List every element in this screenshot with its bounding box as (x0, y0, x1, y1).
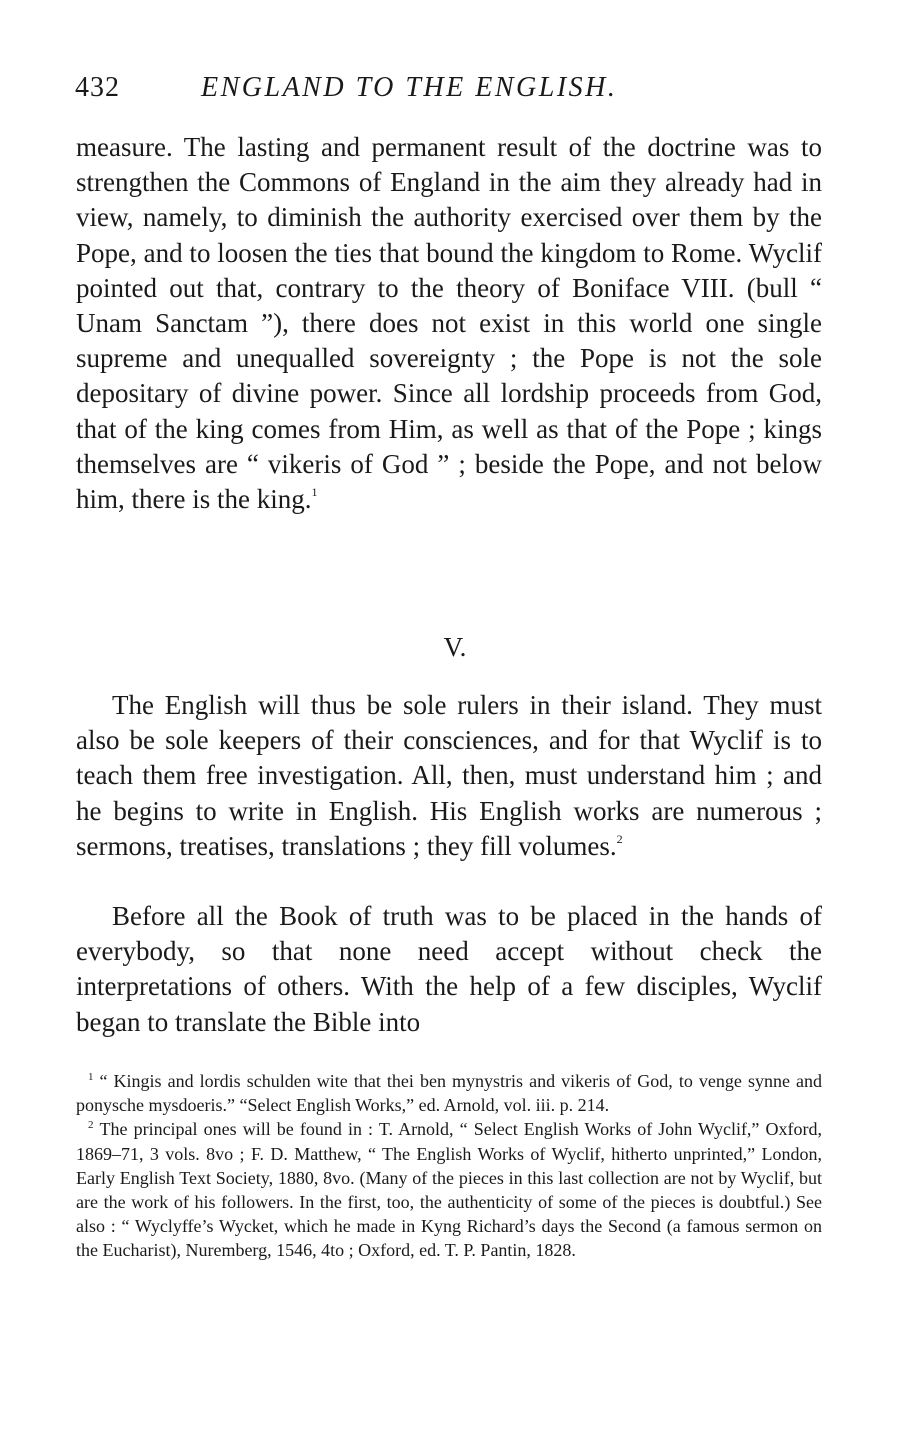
body-paragraph (76, 130, 822, 517)
footnotes (76, 1069, 822, 1263)
footnote (76, 1117, 822, 1262)
page-number: 432 (75, 72, 120, 103)
footnote (76, 1069, 822, 1117)
running-head (75, 68, 835, 108)
book-title: ENGLAND TO THE ENGLISH. (201, 72, 618, 103)
paragraph-text: measure. The lasting and permanent result of the doctrine was to strengthen the Commons of England in the aim they already had in view, namely, to diminish the authority exercised over them by the Pope, and to loosen the ties that bound the kingdom to Rome. Wyclif pointed out that, contrary to the theory of Boniface VIII. (bull “ Unam Sanctam ”), there does not exist in this world one single supreme and unequalled sovereignty ; the Pope is not the sole depositary of divine power. Since all lordship proceeds from God, that of the king comes from Him, as well as that of the Pope ; kings themselves are “ vikeris of God ” ; beside the Pope, and not below him, there is the king. (76, 132, 822, 515)
footnote-text: The principal ones will be found in : T. Arnold, “ Select English Works of John Wyclif,” Oxford, 1869–71, 3 vols. 8vo ; F. D. Matthew, “ The English Works of Wyclif, hitherto unprinted,” London, Early English Text Society, 1880, 8vo. (Many of the pieces in this last collection are not by Wyclif, but are the work of his followers. In the first, too, the authenticity of some of the pieces is doubtful.) See also : “ Wyclyffe’s Wycket, which he made in Kyng Richard’s days the Second (a famous sermon on the Eucharist), Nuremberg, 1546, 4to ; Oxford, ed. T. P. Pantin, 1828. (76, 1119, 822, 1261)
section-heading: V. (443, 632, 467, 662)
footnote-reference[interactable]: 1 (311, 485, 318, 500)
footnote-reference[interactable]: 2 (616, 831, 623, 846)
footnote-text: “ Kingis and lordis schulden wite that thei ben mynystris and vikeris of God, to venge synne and ponysche mysdoeris.” “Select English Works,” ed. Arnold, vol. iii. p. 214. (76, 1071, 822, 1116)
footnote-marker: 2 (88, 1119, 94, 1132)
body-paragraph (76, 688, 822, 864)
footnote-marker: 1 (88, 1071, 94, 1083)
body-paragraph: Before all the Book of truth was to be placed in the hands of everybody, so that none need accept without check the interpretations of others. With the help of a few disciples, Wyclif began to translate the Bible into (76, 901, 822, 1037)
paragraph-text: The English will thus be sole rulers in their island. They must also be sole keepers of their consciences, and for that Wyclif is to teach them free investigation. All, then, must understand him ; and he begins to write in English. His English works are numerous ; sermons, treatises, translations ; they fill volumes. (76, 690, 822, 861)
